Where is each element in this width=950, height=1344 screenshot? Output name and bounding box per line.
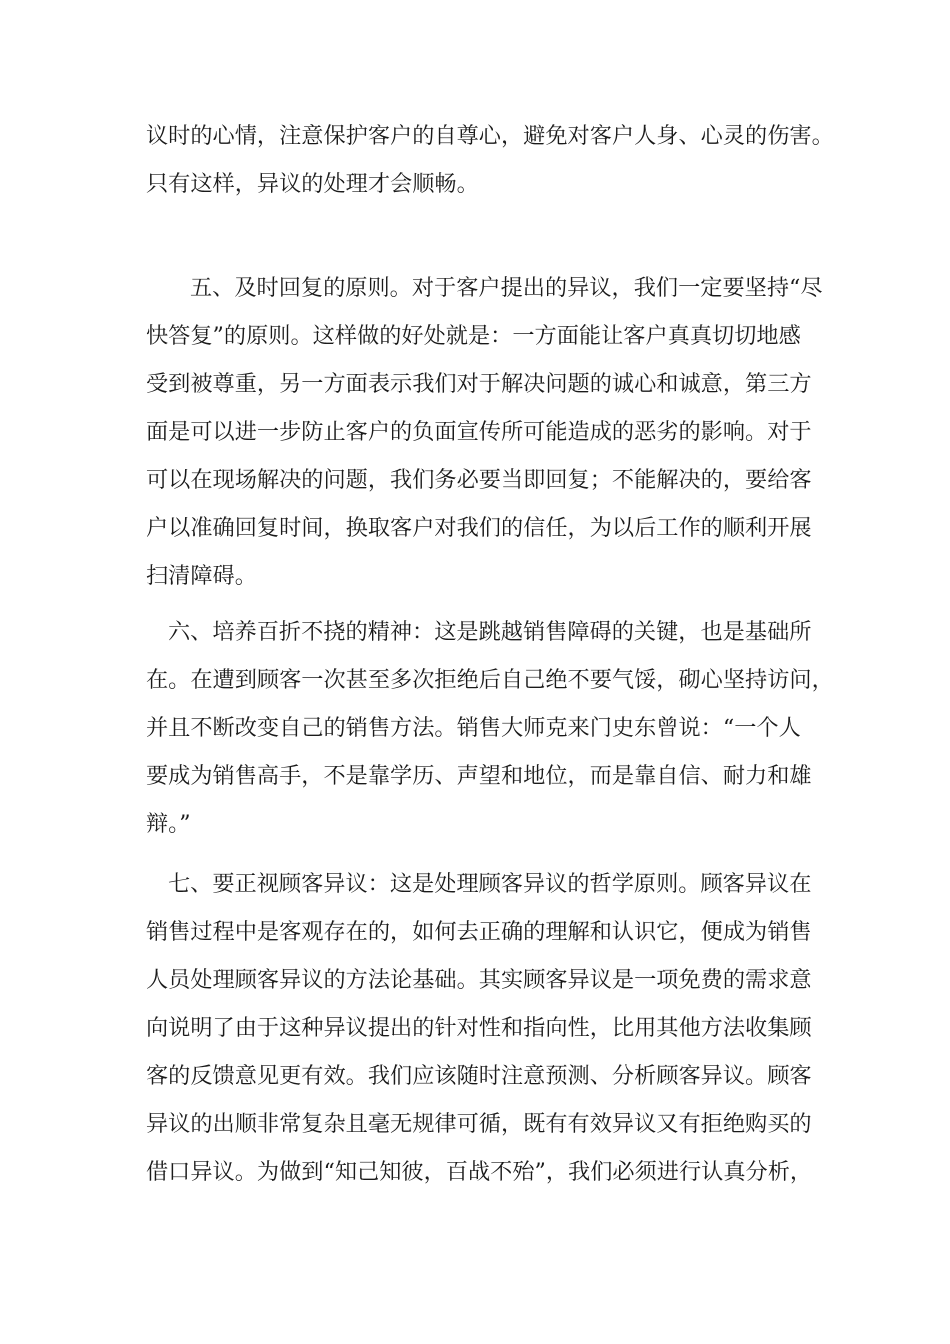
text-line: 议时的心情，注意保护客户的自尊心，避免对客户人身、心灵的伤害。	[146, 123, 834, 149]
text-line: 扫清障碍。	[146, 563, 257, 589]
paragraph-six	[146, 608, 834, 848]
text-line: 在。在遭到顾客一次甚至多次拒绝后自己绝不要气馁，砌心坚持访问，	[146, 667, 834, 693]
text-line: 辩。”	[146, 811, 191, 837]
text-line: 户以准确回复时间，换取客户对我们的信任，为以后工作的顺利开展	[146, 515, 812, 541]
paragraph-intro	[146, 112, 834, 208]
text-line: 五、及时回复的原则。对于客户提出的异议，我们一定要坚持“尽	[190, 275, 823, 301]
text-line: 七、要正视顾客异议：这是处理顾客异议的哲学原则。顾客异议在	[168, 871, 812, 897]
text-line: 六、培养百折不挠的精神：这是跳越销售障碍的关键，也是基础所	[168, 619, 812, 645]
text-line: 销售过程中是客观存在的，如何去正确的理解和认识它，便成为销售	[146, 919, 812, 945]
text-line: 只有这样，异议的处理才会顺畅。	[146, 171, 479, 197]
text-line: 向说明了由于这种异议提出的针对性和指向性，比用其他方法收集顾	[146, 1015, 812, 1041]
text-line: 可以在现场解决的问题，我们务必要当即回复；不能解决的，要给客	[146, 467, 812, 493]
text-line: 面是可以进一步防止客户的负面宣传所可能造成的恶劣的影响。对于	[146, 419, 812, 445]
text-line: 快答复”的原则。这样做的好处就是：一方面能让客户真真切切地感	[146, 323, 801, 349]
text-line: 借口异议。为做到“知己知彼，百战不殆”，我们必须进行认真分析，	[146, 1159, 813, 1185]
paragraph-seven	[146, 860, 816, 1196]
text-line: 客的反馈意见更有效。我们应该随时注意预测、分析顾客异议。顾客	[146, 1063, 812, 1089]
paragraph-five	[146, 264, 823, 600]
text-line: 并且不断改变自己的销售方法。销售大师克来门史东曾说：“一个人	[146, 715, 801, 741]
text-line: 人员处理顾客异议的方法论基础。其实顾客异议是一项免费的需求意	[146, 967, 812, 993]
text-line: 要成为销售高手，不是靠学历、声望和地位，而是靠自信、耐力和雄	[146, 763, 812, 789]
text-line: 受到被尊重，另一方面表示我们对于解决问题的诚心和诚意，第三方	[146, 371, 812, 397]
text-line: 异议的出顺非常复杂且毫无规律可循，既有有效异议又有拒绝购买的	[146, 1111, 812, 1137]
